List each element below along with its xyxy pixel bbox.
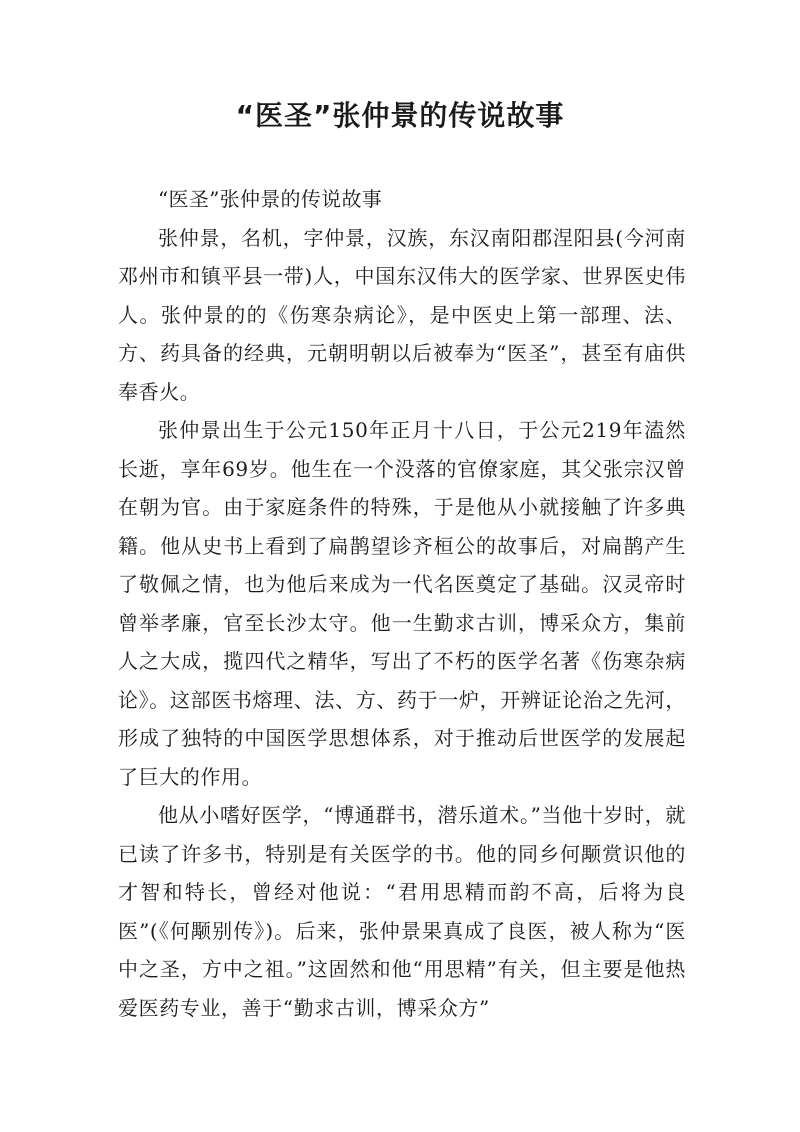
document-title: “医圣”张仲景的传说故事 <box>235 99 565 132</box>
paragraph-childhood: 他从小嗜好医学，“博通群书，潜乐道术。”当他十岁时，就已读了许多书，特别是有关医学的书。他的同乡何颙赏识他的才智和特长，曾经对他说：“君用思精而韵不高，后将为良医”(《何颙别传》)。后来，张仲景果真成了良医，被人称为“医中之圣，方中之祖。”这固然和他“用思精”有关，但主要是他热爱医药专业，善于“勤求古训，博采众方” <box>118 803 686 1020</box>
document-body <box>118 180 686 1027</box>
paragraph-intro: 张仲景，名机，字仲景，汉族，东汉南阳郡涅阳县(今河南邓州市和镇平县一带)人，中国东汉伟大的医学家、世界医史伟人。张仲景的的《伤寒杂病论》，是中医史上第一部理、法、方、药具备的经典，元朝明朝以后被奉为“医圣”，甚至有庙供奉香火。 <box>118 225 686 404</box>
paragraph-biography: 张仲景出生于公元150年正月十八日，于公元219年溘然长逝，享年69岁。他生在一个没落的官僚家庭，其父张宗汉曾在朝为官。由于家庭条件的特殊，于是他从小就接触了许多典籍。他从史书上看到了扁鹊望诊齐桓公的故事后，对扁鹊产生了敬佩之情，也为他后来成为一代名医奠定了基础。汉灵帝时曾举孝廉，官至长沙太守。他一生勤求古训，博采众方，集前人之大成，揽四代之精华，写出了不朽的医学名著《伤寒杂病论》。这部医书熔理、法、方、药于一炉，开辨证论治之先河，形成了独特的中国医学思想体系，对于推动后世医学的发展起了巨大的作用。 <box>118 418 686 789</box>
paragraph-subtitle: “医圣”张仲景的传说故事 <box>158 187 383 211</box>
